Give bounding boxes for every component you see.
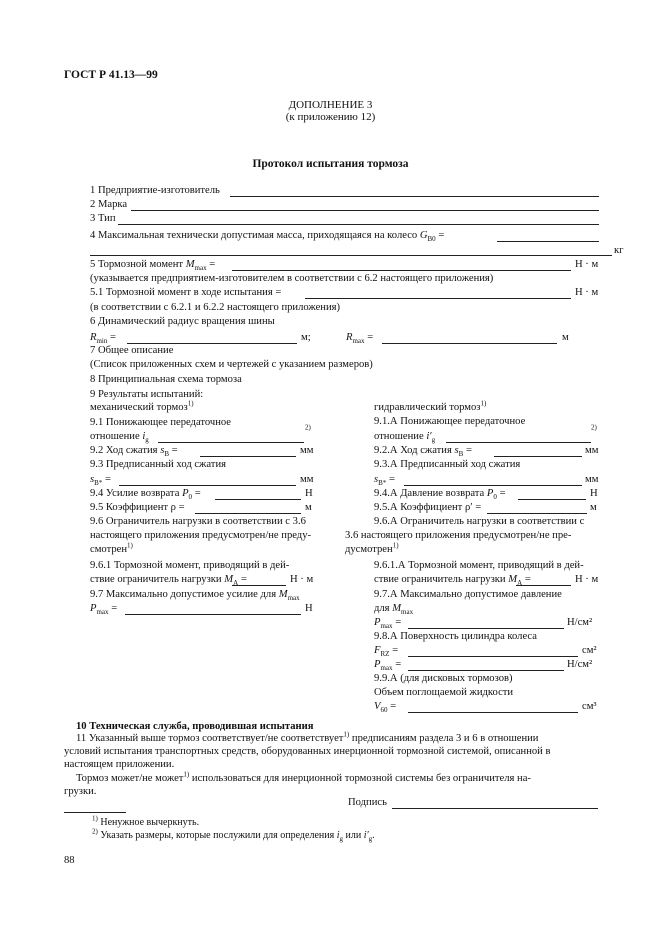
equals-sign: = xyxy=(104,474,111,485)
left-ratio-label-2 xyxy=(90,431,149,443)
standard-code: ГОСТ Р 41.13—99 xyxy=(64,69,158,81)
radius-symbol: R xyxy=(90,332,97,343)
item-torque-label xyxy=(90,259,215,271)
unit-n: Н xyxy=(305,603,313,614)
footnote-2-text: Указать размеры, которые послужили для определения xyxy=(100,830,335,841)
footnote-2-or: или xyxy=(345,830,362,841)
left-prescribed-stroke-sym xyxy=(90,474,111,486)
unit-nm: Н · м xyxy=(290,574,314,585)
max-mass-field-a[interactable] xyxy=(497,241,599,242)
right-fluid-volume-field[interactable] xyxy=(408,712,578,713)
footnote-ref: 1) xyxy=(343,730,350,739)
equals-sign: = xyxy=(390,701,397,712)
equals-sign: = xyxy=(395,617,402,628)
force-subscript: 0 xyxy=(188,493,193,502)
hydraulic-brake-heading xyxy=(374,399,487,414)
item-torque-text: 5 Тормозной момент xyxy=(90,259,184,270)
ratio-subscript: g xyxy=(339,835,343,843)
unit-mm: мм xyxy=(585,474,599,485)
left-limiter-line3 xyxy=(90,541,133,556)
ratio-symbol: i′ xyxy=(426,431,432,442)
left-limiter-torque-line1: 9.6.1 Тормозной момент, приводящий в дей- xyxy=(90,560,290,571)
left-max-force-text: 9.7 Максимально допустимое усилие для xyxy=(90,589,277,600)
footnote-number: 1) xyxy=(92,814,98,823)
force-symbol: P xyxy=(182,488,189,499)
mechanical-brake-heading xyxy=(90,399,194,414)
item-max-mass-label xyxy=(90,230,444,242)
unit-nm: Н · м xyxy=(575,259,599,270)
equals-sign: = xyxy=(209,259,216,270)
unit-cm3: см³ xyxy=(582,701,597,712)
area-symbol: F xyxy=(374,645,381,656)
ratio-subscript: g xyxy=(145,436,149,445)
left-limiter-torque-text: ствие ограничитель нагрузки xyxy=(90,574,222,585)
item-results-label: 9 Результаты испытаний: xyxy=(90,389,204,400)
left-stroke-text: 9.2 Ход сжатия xyxy=(90,445,158,456)
torque-subscript: max xyxy=(401,608,414,617)
left-return-force-label xyxy=(90,488,201,500)
pressure-symbol: P xyxy=(486,488,494,499)
torque-symbol: M xyxy=(508,574,518,585)
footnote-2-end: . xyxy=(372,830,375,841)
left-ratio-label: 9.1 Понижающее передаточное xyxy=(90,417,232,428)
protocol-title: Протокол испытания тормоза xyxy=(252,158,409,170)
ratio-subscript: g xyxy=(368,835,373,843)
right-cylinder-area-sym xyxy=(374,645,398,657)
unit-ncm2: Н/см² xyxy=(567,659,593,670)
torque-subscript: A xyxy=(517,579,523,588)
unit-nm: Н · м xyxy=(575,287,599,298)
page-number: 88 xyxy=(64,855,75,866)
torque-subscript: max xyxy=(194,264,207,273)
section-11-line1 xyxy=(76,730,539,745)
radius-min-subscript: min xyxy=(96,337,108,346)
torque-symbol: M xyxy=(278,589,288,600)
footnote-ref: 1) xyxy=(392,541,399,550)
mass-symbol: G xyxy=(419,230,428,241)
right-prescribed-stroke-field[interactable] xyxy=(404,485,582,486)
section-11-text-a: 11 Указанный выше тормоз соответствует/не соответствует xyxy=(76,733,344,744)
test-torque-field[interactable] xyxy=(305,298,571,299)
equals-sign: = xyxy=(438,230,445,241)
right-limiter-torque-field[interactable] xyxy=(516,585,571,586)
mechanical-brake-text: механический тормоз xyxy=(90,402,188,413)
right-limiter-line1: 9.6.А Ограничитель нагрузки в соответствии с xyxy=(374,516,585,527)
volume-subscript: 60 xyxy=(380,706,388,715)
unit-cm2: см² xyxy=(582,645,597,656)
equals-sign: = xyxy=(465,445,472,456)
unit-mm: мм xyxy=(300,445,314,456)
right-max-pressure-field-2[interactable] xyxy=(408,670,564,671)
torque-note: (указывается предприятием-изготовителем в соответствии с 6.2 настоящего приложения) xyxy=(90,273,494,284)
right-limiter-line3 xyxy=(345,541,399,556)
left-limiter-torque-line2 xyxy=(90,574,247,586)
section-10-title: 10 Техническая служба, проводившая испытания xyxy=(76,721,314,732)
equals-sign: = xyxy=(367,332,374,343)
unit-n: Н xyxy=(305,488,313,499)
left-limiter-line1: 9.6 Ограничитель нагрузки в соответствии с 3.6 xyxy=(90,516,306,527)
pressure-symbol: P xyxy=(374,659,381,670)
equals-sign: = xyxy=(499,488,506,499)
unit-kg: кг xyxy=(614,245,624,256)
left-coefficient-field[interactable] xyxy=(195,513,301,514)
footnote-ref-2 xyxy=(305,423,311,438)
right-limiter-torque-line2 xyxy=(374,574,531,586)
section-11-line4 xyxy=(76,770,531,785)
footnote-1 xyxy=(92,814,200,829)
right-max-pressure-sym-2 xyxy=(374,659,401,671)
right-max-pressure-sym xyxy=(374,617,401,629)
ratio-symbol: i′ xyxy=(363,830,369,841)
unit-m: м xyxy=(590,502,597,513)
right-cylinder-area-field[interactable] xyxy=(408,656,578,657)
pressure-subscript: 0 xyxy=(493,493,497,502)
radius-max-field[interactable] xyxy=(382,343,557,344)
mass-subscript: B0 xyxy=(427,235,436,244)
right-limiter-line2: 3.6 настоящего приложения предусмотрен/не пре- xyxy=(345,530,572,541)
footnote-ref: 2) xyxy=(305,423,311,432)
unit-m: м xyxy=(562,332,569,343)
area-subscript: RZ xyxy=(380,650,390,659)
stroke-subscript: B xyxy=(458,450,464,459)
left-limiter-line2: настоящего приложения предусмотрен/не преду- xyxy=(90,530,312,541)
right-limiter-torque-text: ствие ограничитель нагрузки xyxy=(374,574,506,585)
radius-symbol: R xyxy=(346,332,353,343)
pressure-subscript: max xyxy=(380,622,393,631)
right-return-pressure-text: 9.4.А Давление возврата xyxy=(374,488,485,499)
item-max-mass-text: 4 Максимальная технически допустимая масса, приходящаяся на колесо xyxy=(90,230,418,241)
right-for-text: для xyxy=(374,603,390,614)
right-limiter-text: дусмотрен xyxy=(345,544,393,555)
equals-sign: = xyxy=(111,603,118,614)
torque-symbol: M xyxy=(392,603,402,614)
section-11-line3: настоящем приложении. xyxy=(64,759,175,770)
left-ratio-field[interactable] xyxy=(158,442,304,443)
equals-sign: = xyxy=(388,474,395,485)
left-max-force-sym xyxy=(90,603,117,615)
stroke-star-subscript: B* xyxy=(378,479,387,488)
left-stroke-label xyxy=(90,445,178,457)
torque-symbol: M xyxy=(185,259,195,270)
stroke-symbol: s xyxy=(454,445,459,456)
item-radius-label: 6 Динамический радиус вращения шины xyxy=(90,316,275,327)
unit-mm: мм xyxy=(300,474,314,485)
manufacturer-field[interactable] xyxy=(230,196,599,197)
hydraulic-brake-text: гидравлический тормоз xyxy=(374,402,481,413)
footnote-ref: 1) xyxy=(480,399,487,408)
brand-field[interactable] xyxy=(131,210,599,211)
pressure-subscript: max xyxy=(380,664,393,673)
left-prescribed-stroke-field[interactable] xyxy=(119,485,296,486)
max-mass-field-b[interactable] xyxy=(90,255,612,256)
torque-subscript: max xyxy=(287,594,300,603)
right-coefficient-label: 9.5.А Коэффициент ρ′ = xyxy=(374,502,482,513)
footnote-2 xyxy=(92,827,375,843)
equals-sign: = xyxy=(395,659,402,670)
unit-ncm2: Н/см² xyxy=(567,617,593,628)
ratio-symbol: i xyxy=(336,830,340,841)
footnote-ref: 1) xyxy=(127,541,133,550)
right-return-pressure-field[interactable] xyxy=(518,499,586,500)
item-test-torque-label xyxy=(90,287,281,299)
footnote-ref: 1) xyxy=(187,399,194,408)
right-fluid-volume-label: Объем поглощаемой жидкости xyxy=(374,687,514,698)
torque-symbol: M xyxy=(224,574,234,585)
unit-n: Н xyxy=(590,488,598,499)
force-symbol: P xyxy=(90,603,97,614)
right-stroke-field[interactable] xyxy=(494,456,582,457)
ratio-subscript: g xyxy=(431,436,436,445)
right-max-pressure-label: 9.7.А Максимально допустимое давление xyxy=(374,589,562,600)
torque-subscript: A xyxy=(233,579,239,588)
right-prescribed-stroke-sym xyxy=(374,474,395,486)
footnote-1-text: Ненужное вычеркнуть. xyxy=(100,817,200,828)
section-11-text-b: предписаниям раздела 3 и 6 в отношении xyxy=(349,733,539,744)
appendix-reference: (к приложению 12) xyxy=(285,111,376,123)
section-11-text-c: Тормоз может/не может xyxy=(76,773,184,784)
stroke-subscript: B xyxy=(164,450,169,459)
signature-field[interactable] xyxy=(392,808,598,809)
equals-sign: = xyxy=(171,445,178,456)
footnote-ref-2 xyxy=(591,423,597,438)
signature-label: Подпись xyxy=(348,797,387,808)
right-prescribed-stroke-label: 9.3.А Предписанный ход сжатия xyxy=(374,459,521,470)
torque-field[interactable] xyxy=(232,270,571,271)
footnote-divider xyxy=(64,812,126,813)
left-return-force-text: 9.4 Усилие возврата xyxy=(90,488,180,499)
stroke-symbol: s xyxy=(160,445,165,456)
item-description-label: 7 Общее описание xyxy=(90,345,174,356)
appendix-title: ДОПОЛНЕНИЕ 3 xyxy=(288,99,373,111)
radius-min-label xyxy=(90,332,116,344)
right-ratio-field[interactable] xyxy=(446,442,591,443)
unit-mm: мм xyxy=(585,445,599,456)
footnote-number: 2) xyxy=(92,827,98,836)
item-manufacturer-label: 1 Предприятие-изготовитель xyxy=(90,185,220,196)
left-coefficient-label: 9.5 Коэффициент ρ = xyxy=(90,502,185,513)
equals-sign: = xyxy=(194,488,201,499)
right-limiter-torque-line1: 9.6.1.А Тормозной момент, приводящий в дей- xyxy=(374,560,584,571)
left-max-force-field[interactable] xyxy=(125,614,301,615)
left-limiter-text: смотрен xyxy=(90,544,127,555)
radius-max-subscript: max xyxy=(352,337,365,346)
volume-symbol: V xyxy=(374,701,381,712)
right-fluid-volume-sym xyxy=(374,701,396,713)
left-limiter-torque-field[interactable] xyxy=(232,585,286,586)
equals-sign: = xyxy=(392,645,399,656)
radius-min-field[interactable] xyxy=(127,343,297,344)
item-schematic-label: 8 Принципиальная схема тормоза xyxy=(90,374,242,385)
ratio-symbol: i xyxy=(142,431,146,442)
equals-sign: = xyxy=(240,574,247,585)
test-torque-note: (в соответствии с 6.2.1 и 6.2.2 настоящего приложения) xyxy=(90,302,341,313)
left-ratio-text: отношение xyxy=(90,431,140,442)
stroke-star-subscript: B* xyxy=(94,479,103,488)
equals-sign: = xyxy=(110,332,117,343)
equals-sign: = xyxy=(275,287,282,298)
force-subscript: max xyxy=(96,608,109,617)
section-11-line5: грузки. xyxy=(64,786,97,797)
left-max-force-label xyxy=(90,589,300,601)
description-note: (Список приложенных схем и чертежей с указанием размеров) xyxy=(90,359,373,370)
unit-m: м xyxy=(305,502,312,513)
right-stroke-text: 9.2.А Ход сжатия xyxy=(374,445,452,456)
right-ratio-label-2 xyxy=(374,431,435,443)
right-stroke-label xyxy=(374,445,472,457)
stroke-symbol: s xyxy=(374,474,379,485)
radius-max-label xyxy=(346,332,373,344)
right-max-pressure-for xyxy=(374,603,413,615)
right-disc-brake-label: 9.9.А (для дисковых тормозов) xyxy=(374,673,513,684)
footnote-ref: 2) xyxy=(591,423,597,432)
type-field[interactable] xyxy=(118,224,599,225)
section-11-text-d: использоваться для инерционной тормозной системы без ограничителя на- xyxy=(189,773,531,784)
unit-nm: Н · м xyxy=(575,574,599,585)
right-coefficient-field[interactable] xyxy=(487,513,587,514)
right-return-pressure-label xyxy=(374,488,506,500)
unit-m-semicolon: м; xyxy=(301,332,311,343)
footnote-ref: 1) xyxy=(183,770,190,779)
item-test-torque-text: 5.1 Тормозной момент в ходе испытания xyxy=(90,287,273,298)
right-ratio-label: 9.1.А Понижающее передаточное xyxy=(374,416,526,427)
left-prescribed-stroke-label: 9.3 Предписанный ход сжатия xyxy=(90,459,226,470)
stroke-symbol: s xyxy=(90,474,95,485)
right-max-pressure-field[interactable] xyxy=(408,628,564,629)
left-return-force-field[interactable] xyxy=(215,499,301,500)
left-stroke-field[interactable] xyxy=(200,456,296,457)
pressure-symbol: P xyxy=(374,617,381,628)
equals-sign: = xyxy=(524,574,531,585)
item-brand-label: 2 Марка xyxy=(90,199,128,210)
item-type-label: 3 Тип xyxy=(90,213,116,224)
right-ratio-text: отношение xyxy=(374,431,424,442)
section-11-line2: условий испытания транспортных средств, оборудованных инерционной тормозной системой, описанной в xyxy=(64,746,551,757)
right-cylinder-area-label: 9.8.А Поверхность цилиндра колеса xyxy=(374,631,537,642)
